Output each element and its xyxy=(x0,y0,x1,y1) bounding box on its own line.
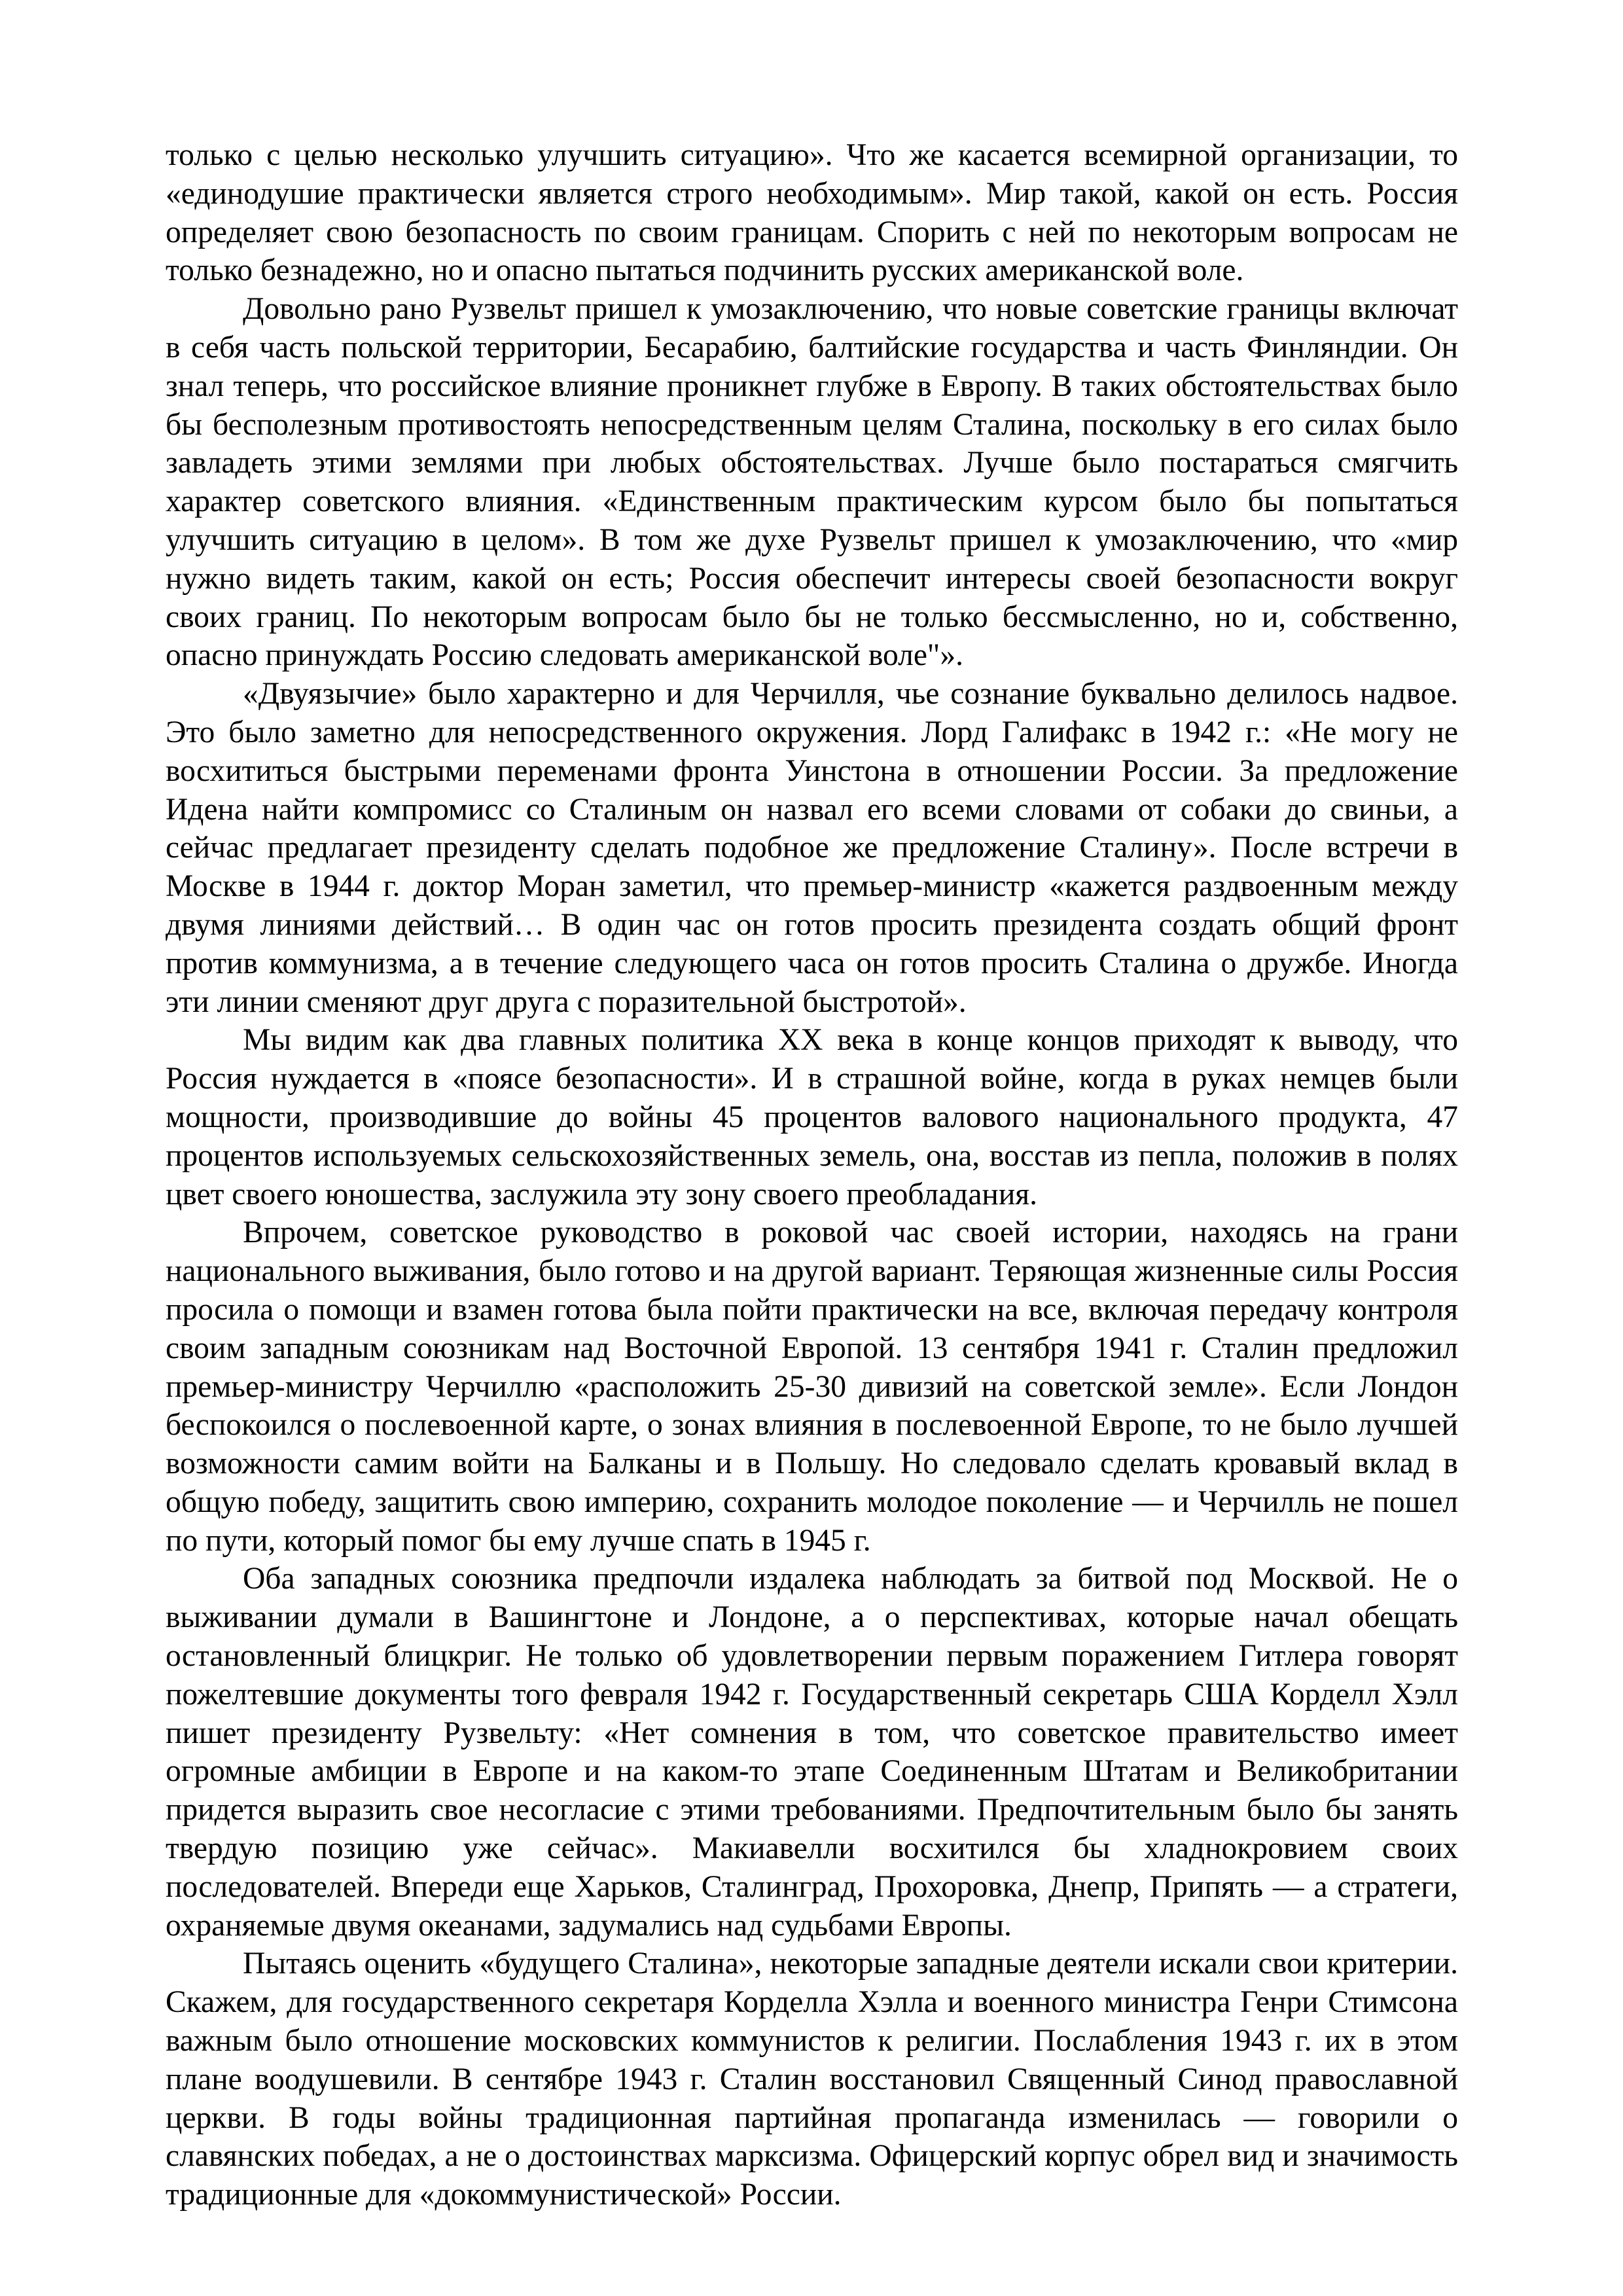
paragraph-5: Впрочем, советское руководство в роковой час своей истории, находясь на грани национального выживания, было готово и на другой вариант. Теряющая жизненные силы Россия просила о помощи и взамен готова была пойти практически на все, включая передачу контроля своим западным союзникам над Восточной Европой. 13 сентября 1941 г. Сталин предложил премьер-министру Черчиллю «расположить 25-30 дивизий на советской земле». Если Лондон беспокоился о послевоенной карте, о зонах влияния в послевоенной Европе, то не было лучшей возможности самим войти на Балканы и в Польшу. Но следовало сделать кровавый вклад в общую победу, защитить свою империю, сохранить молодое поколение — и Черчилль не пошел по пути, который помог бы ему лучше спать в 1945 г. xyxy=(166,1215,1458,1558)
document-body xyxy=(166,136,1458,2214)
paragraph-3: «Двуязычие» было характерно и для Черчилля, чье сознание буквально делилось надвое. Это было заметно для непосредственного окружения. Лорд Галифакс в 1942 г.: «Не могу не восхититься быстрыми переменами фронта Уинстона в отношении России. За предложение Идена найти компромисс со Сталиным он назвал его всеми словами от собаки до свиньи, а сейчас предлагает президенту сделать подобное же предложение Сталину». После встречи в Москве в 1944 г. доктор Моран заметил, что премьер-министр «кажется раздвоенным между двумя линиями действий… В один час он готов просить президента создать общий фронт против коммунизма, а в течение следующего часа он готов просить Сталина о дружбе. Иногда эти линии сменяют друг друга с поразительной быстротой». xyxy=(166,677,1458,1019)
paragraph-4: Мы видим как два главных политика XX века в конце концов приходят к выводу, что Россия нуждается в «поясе безопасности». И в страшной войне, когда в руках немцев были мощности, производившие до войны 45 процентов валового национального продукта, 47 процентов используемых сельскохозяйственных земель, она, восстав из пепла, положив в полях цвет своего юношества, заслужила эту зону своего преобладания. xyxy=(166,1023,1458,1211)
paragraph-2: Довольно рано Рузвельт пришел к умозаключению, что новые советские границы включат в себя часть польской территории, Бесарабию, балтийские государства и часть Финляндии. Он знал теперь, что российское влияние проникнет глубже в Европу. В таких обстоятельствах было бы бесполезным противостоять непосредственным целям Сталина, поскольку в его силах было завладеть этими землями при любых обстоятельствах. Лучше было постараться смягчить характер советского влияния. «Единственным практическим курсом было бы попытаться улучшить ситуацию в целом». В том же духе Рузвельт пришел к умозаключению, что «мир нужно видеть таким, какой он есть; Россия обеспечит интересы своей безопасности вокруг своих границ. По некоторым вопросам было бы не только бессмысленно, но и, собственно, опасно принуждать Россию следовать американской воле"». xyxy=(166,292,1458,673)
paragraph-7: Пытаясь оценить «будущего Сталина», некоторые западные деятели искали свои критерии. Скажем, для государственного секретаря Корделла Хэлла и военного министра Генри Стимсона важным было отношение московских коммунистов к религии. Послабления 1943 г. их в этом плане воодушевили. В сентябре 1943 г. Сталин восстановил Священный Синод православной церкви. В годы войны традиционная партийная пропаганда изменилась — говорили о славянских победах, а не о достоинствах марксизма. Офицерский корпус обрел вид и значимость традиционные для «докоммунистической» России. xyxy=(166,1946,1458,2212)
paragraph-1: только с целью несколько улучшить ситуацию». Что же касается всемирной организации, то «единодушие практически является строго необходимым». Мир такой, какой он есть. Россия определяет свою безопасность по своим границам. Спорить с ней по некоторым вопросам не только безнадежно, но и опасно пытаться подчинить русских американской воле. xyxy=(166,138,1458,288)
paragraph-6: Оба западных союзника предпочли издалека наблюдать за битвой под Москвой. Не о выживании думали в Вашингтоне и Лондоне, а о перспективах, которые начал обещать остановленный блицкриг. Не только об удовлетворении первым поражением Гитлера говорят пожелтевшие документы того февраля 1942 г. Государственный секретарь США Корделл Хэлл пишет президенту Рузвельту: «Нет сомнения в том, что советское правительство имеет огромные амбиции в Европе и на каком-то этапе Соединенным Штатам и Великобритании придется выразить свое несогласие с этими требованиями. Предпочтительным было бы занять твердую позицию уже сейчас». Макиавелли восхитился бы хладнокровием своих последователей. Впереди еще Харьков, Сталинград, Прохоровка, Днепр, Припять — а стратеги, охраняемые двумя океанами, задумались над судьбами Европы. xyxy=(166,1562,1458,1943)
